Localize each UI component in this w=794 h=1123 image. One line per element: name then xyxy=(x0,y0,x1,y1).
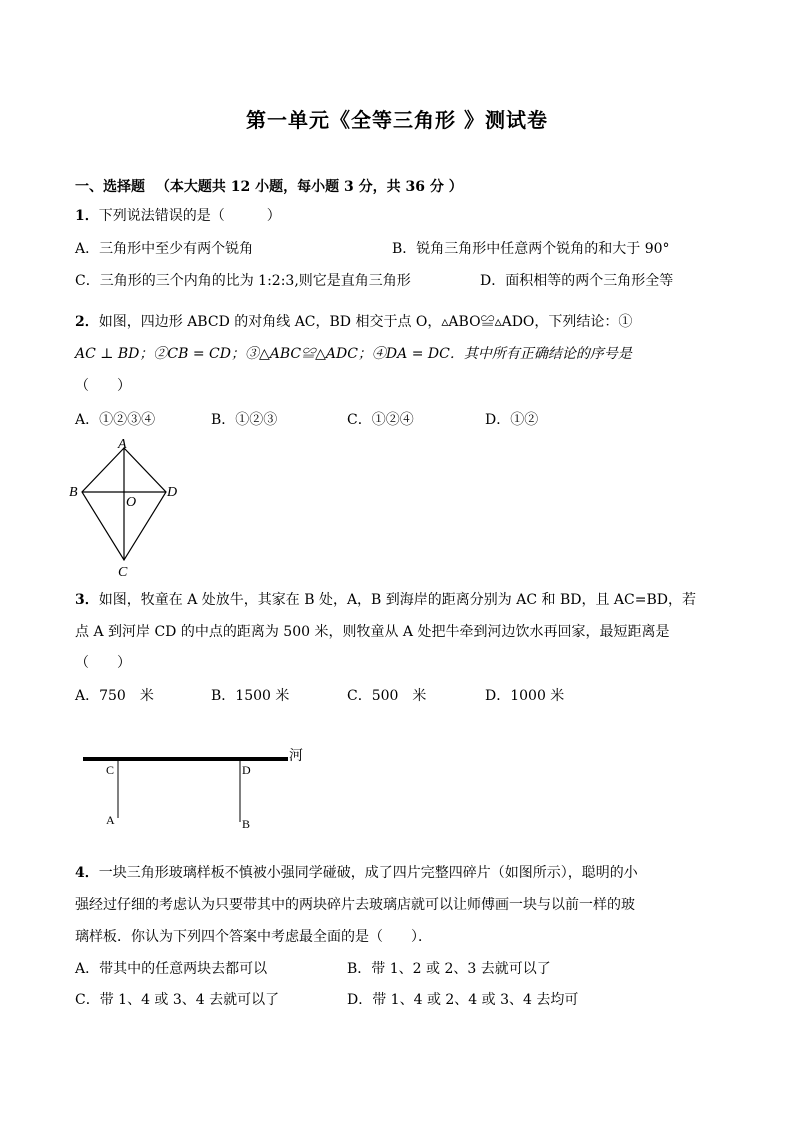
q1-option-b: B．锐角三角形中任意两个锐角的和大于 90° xyxy=(392,241,670,257)
q3-option-b: B．1500 米 xyxy=(211,688,290,704)
q2-kite-figure xyxy=(60,438,190,583)
label-c: C xyxy=(118,565,128,580)
q2-option-a: A．①②③④ xyxy=(75,412,156,428)
question-3-stem-line3: （ ） xyxy=(75,655,131,671)
question-3-text-1: 如图，牧童在 A 处放牛，其家在 B 处，A，B 到海岸的距离分别为 AC 和 BD，且 AC=BD，若 xyxy=(98,592,696,608)
question-4-stem-line2: 强经过仔细的考虑认为只要带其中的两块碎片去玻璃店就可以让师傅画一块与以前一样的玻 xyxy=(75,897,635,913)
q1-option-d: D．面积相等的两个三角形全等 xyxy=(480,273,674,289)
label-o: O xyxy=(126,495,137,510)
question-1-stem xyxy=(75,206,281,226)
q4-option-d: D．带 1、4 或 2、4 或 3、4 去均可 xyxy=(347,992,579,1008)
question-4-stem-line3: 璃样板．你认为下列四个答案中考虑最全面的是（ ）． xyxy=(75,929,432,945)
question-3-stem-line1 xyxy=(75,590,696,610)
page-title: 第一单元《全等三角形 》测试卷 xyxy=(246,108,548,132)
question-2-number: 2． xyxy=(75,314,99,330)
label-river: 河 xyxy=(289,749,303,764)
q3-river-figure xyxy=(78,740,318,835)
q1-option-c: C．三角形的三个内角的比为 1:2:3,则它是直角三角形 xyxy=(75,273,411,289)
question-2-stem-line3: （ ） xyxy=(75,378,131,394)
question-1-text: 下列说法错误的是（ ） xyxy=(98,208,281,224)
question-2-text-1: 如图，四边形 ABCD 的对角线 AC，BD 相交于点 O，▵ABO≌▵ADO，下列结论：① xyxy=(98,314,633,330)
question-3-stem-line2: 点 A 到河岸 CD 的中点的距离为 500 米，则牧童从 A 处把牛牵到河边饮水再回家，最短距离是 xyxy=(75,624,670,640)
label-d: D xyxy=(242,763,251,777)
label-a: A xyxy=(118,438,127,452)
q3-option-c: C．500 米 xyxy=(347,688,427,704)
q4-option-a: A．带其中的任意两块去都可以 xyxy=(75,961,268,977)
question-4-stem-line1 xyxy=(75,863,638,883)
q1-option-a: A．三角形中至少有两个锐角 xyxy=(75,241,254,257)
label-d: D xyxy=(167,485,178,500)
question-2-stem-line1 xyxy=(75,312,632,332)
q2-option-d: D．①② xyxy=(485,412,539,428)
question-3-number: 3． xyxy=(75,592,99,608)
section-heading-note: （本大题共 12 小题，每小题 3 分，共 36 分 ） xyxy=(155,179,463,195)
label-b: B xyxy=(69,485,78,500)
section-heading-label: 一、选择题 xyxy=(75,179,145,195)
q4-option-c: C．带 1、4 或 3、4 去就可以了 xyxy=(75,992,280,1008)
question-4-number: 4． xyxy=(75,865,99,881)
q3-option-d: D．1000 米 xyxy=(485,688,565,704)
label-b: B xyxy=(242,817,251,831)
q4-option-b: B．带 1、2 或 2、3 去就可以了 xyxy=(347,961,551,977)
q3-option-a: A．750 米 xyxy=(75,688,154,704)
q2-option-b: B．①②③ xyxy=(211,412,278,428)
question-1-number: 1． xyxy=(75,208,99,224)
question-4-text-1: 一块三角形玻璃样板不慎被小强同学碰破，成了四片完整四碎片（如图所示），聪明的小 xyxy=(98,865,638,881)
section-heading xyxy=(75,177,463,197)
q2-option-c: C．①②④ xyxy=(347,412,414,428)
question-2-stem-line2: AC ⊥ BD；②CB = CD；③△ABC≌△ADC；④DA = DC．其中所有正确结论的序号是 xyxy=(75,346,632,362)
label-a: A xyxy=(106,813,115,827)
label-c: C xyxy=(106,763,115,777)
